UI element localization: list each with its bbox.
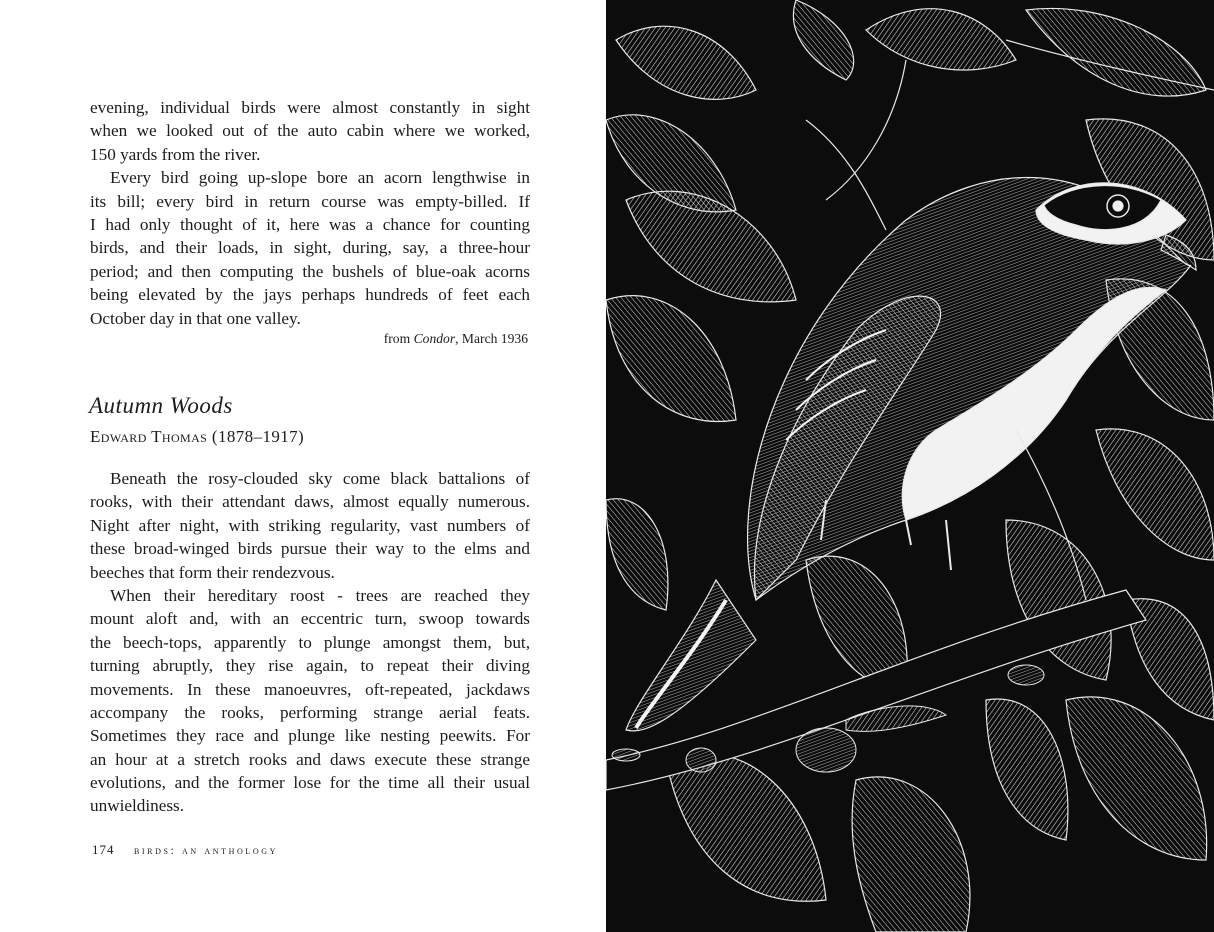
text-line: being elevated by the jays perhaps hundreds of feet each: [90, 285, 530, 305]
text-line: the beech-tops, apparently to plunge amongst them, but,: [90, 632, 530, 652]
text-line: evolutions, and the former lose for the time all their usual: [90, 773, 530, 793]
source-attribution: [90, 331, 528, 347]
page-footer: [92, 842, 278, 858]
text-line: Beneath the rosy-clouded sky come black battalions of: [110, 469, 530, 488]
text-line: when we looked out of the auto cabin where we worked,: [90, 121, 530, 141]
continued-passage: [90, 96, 530, 330]
left-page: [0, 0, 606, 932]
text-line: Sometimes they race and plunge like nesting peewits. For: [90, 726, 530, 746]
text-line: October day in that one valley.: [90, 308, 301, 328]
bee-small: [686, 748, 716, 772]
text-line: birds, and their loads, in sight, during, say, a three-hour: [90, 238, 530, 258]
text-line: 150 yards from the river.: [90, 144, 261, 164]
attribution-suffix: , March 1936: [455, 331, 528, 346]
text-line: evening, individual birds were almost constantly in sight: [90, 98, 530, 117]
text-line: accompany the rooks, performing strange aerial feats.: [90, 702, 530, 722]
text-line: beeches that form their rendezvous.: [90, 562, 335, 582]
beetle-small: [612, 749, 640, 761]
bird-engraving-illustration: [606, 0, 1214, 932]
text-line: unwieldiness.: [90, 796, 185, 816]
section-author: Edward Thomas (1878–1917): [90, 427, 305, 446]
beetle: [1008, 665, 1044, 685]
text-line: Every bird going up-slope bore an acorn lengthwise in: [110, 168, 530, 188]
text-line: rooks, with their attendant daws, almost equally numerous.: [90, 492, 530, 512]
text-line: When their hereditary roost - trees are reached they: [110, 585, 530, 605]
section-body: [90, 467, 530, 818]
attribution-source: Condor: [413, 331, 456, 346]
text-line: period; and then computing the bushels of blue-oak acorns: [90, 261, 530, 281]
bee: [796, 728, 856, 772]
text-line: Night after night, with striking regularity, vast numbers of: [90, 515, 530, 535]
page-number: 174: [92, 842, 115, 857]
text-line: I had only thought of it, here was a chance for counting: [90, 214, 530, 234]
text-line: an hour at a stretch rooks and daws execute these strange: [90, 749, 530, 769]
section-title: Autumn Woods: [89, 393, 233, 418]
text-line: its bill; every bird in return course was empty-billed. If: [90, 191, 530, 211]
text-line: turning abruptly, they rise again, to repeat their diving: [90, 656, 530, 676]
text-line: movements. In these manoeuvres, oft-repeated, jackdaws: [90, 679, 530, 699]
attribution-prefix: from: [383, 331, 414, 346]
text-line: these broad-winged birds pursue their way to the elms and: [90, 539, 530, 559]
text-line: mount aloft and, with an eccentric turn, swoop towards: [90, 609, 530, 629]
right-page-illustration: [606, 0, 1214, 932]
running-head: birds: an anthology: [133, 843, 279, 857]
